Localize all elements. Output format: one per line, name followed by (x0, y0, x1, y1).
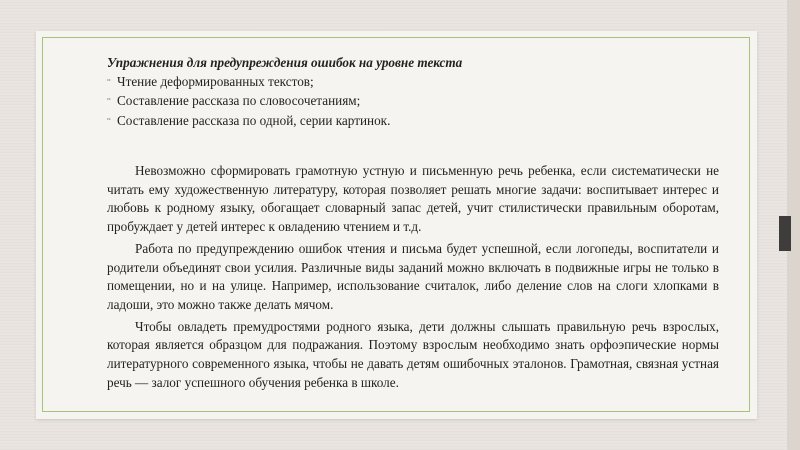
exercise-list-block (107, 54, 727, 131)
body-paragraph-speech: Чтобы овладеть премудростями родного языка, дети должны слышать правильную речь взрослых, которая является образцом для подражания. Поэтому взрослым необходимо знать орфоэпические нормы литературного современного языка, чтобы не давать детям ошибочных эталонов. Грамотная, связная устная речь — залог успешного обучения ребенка в школе. (107, 318, 719, 390)
bullet-marker: ¨ (107, 115, 111, 128)
body-text-block (107, 162, 719, 395)
exercise-list-item (107, 92, 727, 112)
exercise-item-text: Чтение деформированных текстов; (117, 73, 314, 89)
exercise-item-text: Составление рассказа по словосочетаниям; (117, 93, 361, 108)
bullet-marker: ¨ (107, 76, 111, 89)
body-paragraph-reading: Невозможно сформировать грамотную устную и письменную речь ребенка, если систематически не читать ему художественную литературу, которая позволяет решать многие задачи: воспитывает интерес и любовь к родному языку, обогащает словарный запас детей, учит стилистически правильным оборотам, пробуждает у детей интерес к овладению чтением и т.д. (107, 163, 719, 235)
exercise-list-title: Упражнения для предупреждения ошибок на уровне текста (107, 55, 463, 70)
bullet-marker: ¨ (107, 96, 111, 108)
slide-side-tab (779, 216, 791, 251)
exercise-item-text: Составление рассказа по одной, серии картинок. (117, 112, 391, 128)
exercise-list-item (107, 112, 727, 132)
body-paragraph-prevention: Работа по предупреждению ошибок чтения и письма будет успешной, если логопеды, воспитатели и родители объединят свои усилия. Различные виды заданий можно включать в подвижные игры не только в помещении, но и на улице. Например, использование считалок, либо деление слов на слоги хлопками в ладоши, это можно также делать мячом. (107, 240, 719, 312)
exercise-list-item (107, 73, 727, 93)
